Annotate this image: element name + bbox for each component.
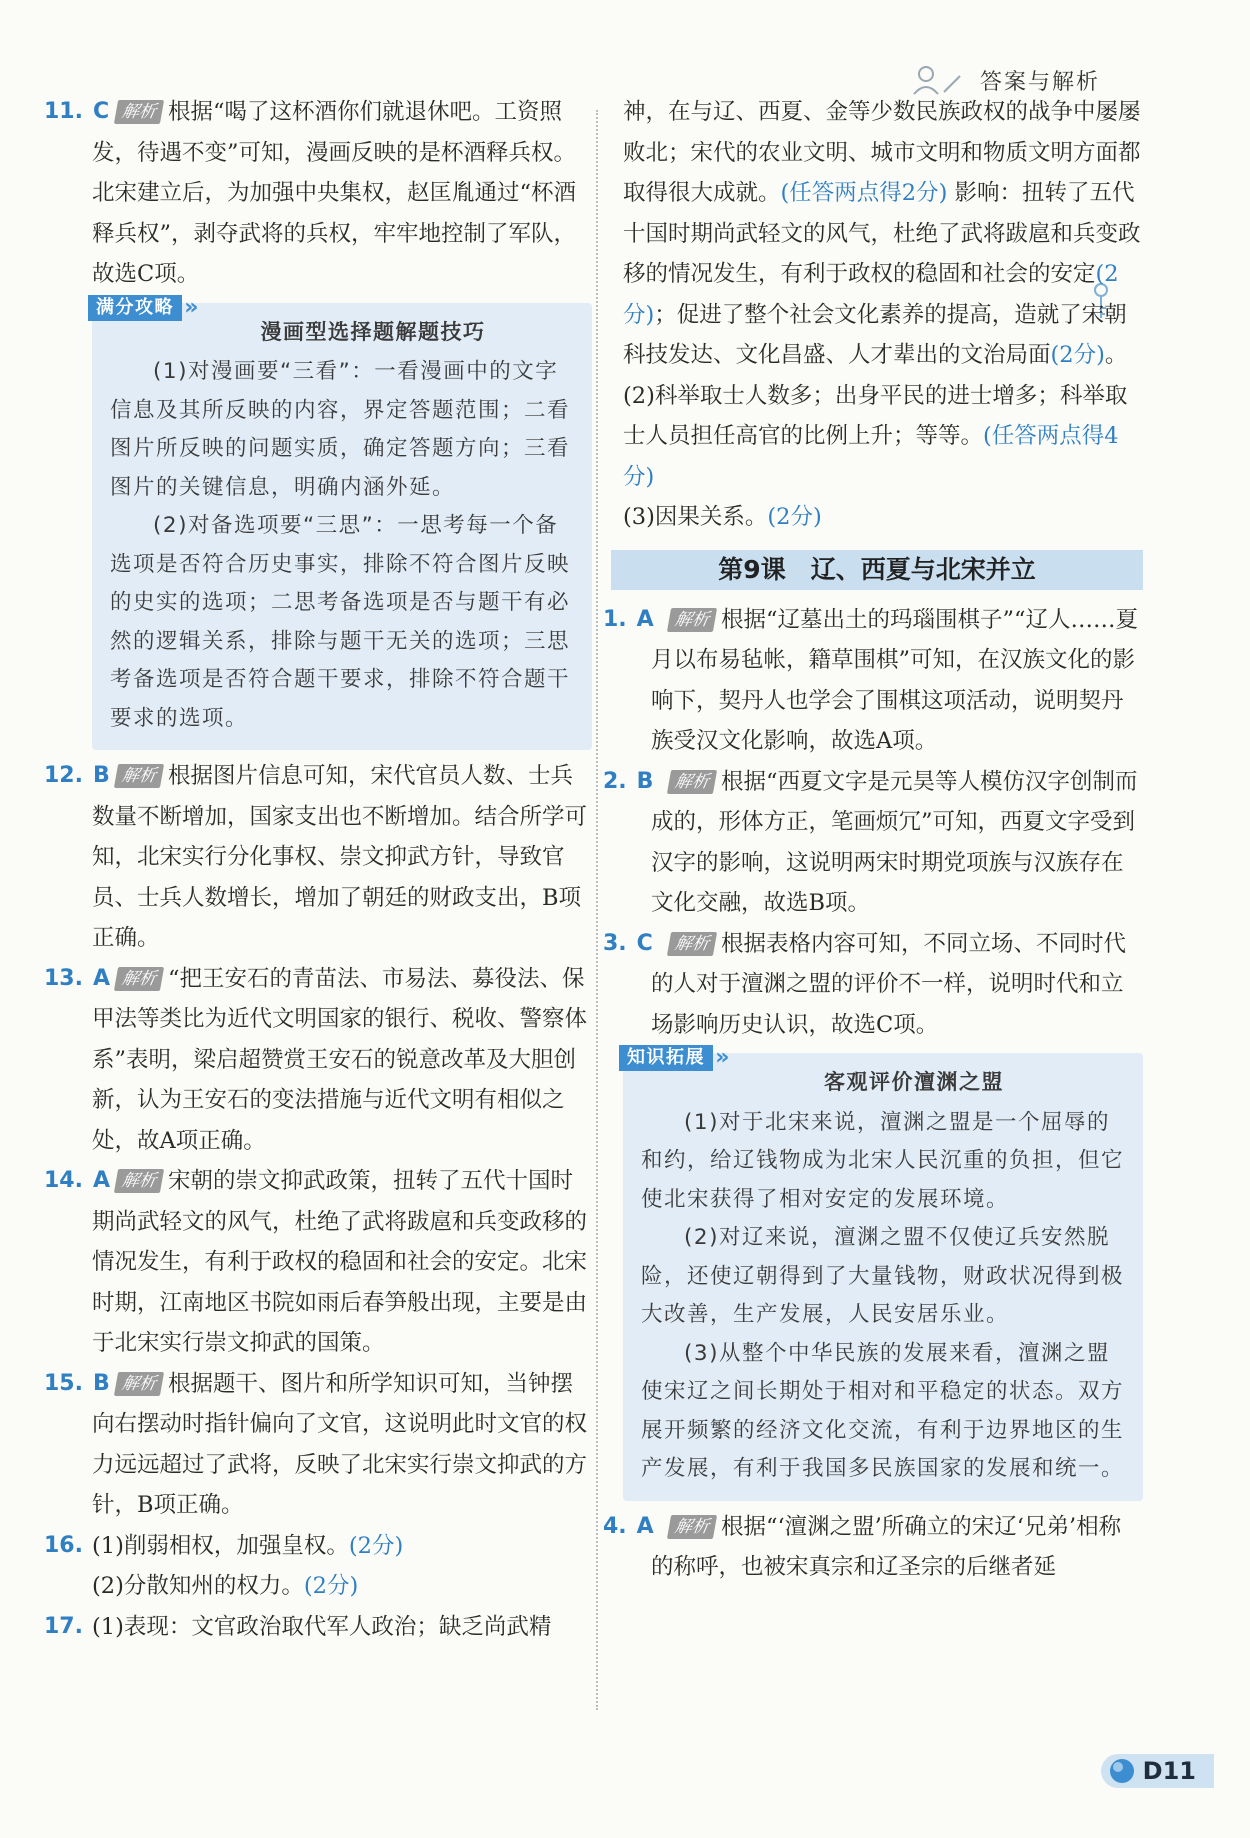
knowledge-title: 客观评价澶渊之盟 (824, 1070, 1004, 1094)
tip-box (92, 296, 592, 751)
knowledge-paragraph: (1)对于北宋来说，澶渊之盟是一个屈辱的和约，给辽钱物成为北宋人民沉重的负担，但它使北宋获得了相对安定的发展环境。 (641, 1109, 1125, 1212)
tip-tag: 满分攻略 » (88, 295, 182, 321)
answer-1 (603, 600, 1143, 762)
tip-paragraph: (1)对漫画要“三看”：一看漫画中的文字信息及其所反映的内容，界定答题范围；二看图片所反映的问题实质，确定答题方向；三看图片的关键信息，明确内涵外延。 (110, 359, 571, 500)
answer-text: 根据图片信息可知，宋代官员人数、士兵数量不断增加，国家支出也不断增加。结合所学可知，北宋实行分化事权、崇文抑武方针，导致官员、士兵人数增长，增加了朝廷的财政支出，B项正确。 (92, 763, 588, 951)
question-number: 17. (44, 1613, 83, 1639)
globe-icon (1107, 1756, 1137, 1786)
question-number: 15. B (44, 1370, 110, 1396)
jiexi-badge: 解析 (667, 932, 717, 956)
jiexi-badge: 解析 (114, 1372, 164, 1396)
question-17-continued: 神，在与辽、西夏、金等少数民族政权的战争中屡屡败北；宋代的农业文明、城市文明和物质文明方面都取得很大成就。(任答两点得2分) 影响：扭转了五代十国时期尚武轻文的风气，杜绝了武将跋扈和兵变政移的情况发生，有利于政权的稳固和社会的安定(2分)；促进了整个社会文化素养的提高，造就了宋朝科技发达、文化昌盛、人才辈出的文治局面(2分)。 (2)科举取士人数多；出身平民的进士增多；科举取士人员担任高官的比例上升；等等。(任答两点得4分) (3)因果关系。(2分) (623, 99, 1141, 530)
question-13 (44, 959, 592, 1162)
question-number: 14. A (44, 1168, 111, 1193)
answer-line: (2)分散知州的权力。(2分) (92, 1573, 359, 1599)
answer-text: “把王安石的青苗法、市易法、募役法、保甲法等类比为近代文明国家的银行、税收、警察体系”表明，梁启超赞赏王安石的锐意改革及大胆创新，认为王安石的变法措施与近代文明有相似之处，故A项正确。 (92, 965, 588, 1154)
jiexi-badge: 解析 (667, 770, 717, 794)
knowledge-paragraph: (3)从整个中华民族的发展来看，澶渊之盟使宋辽之间长期处于相对和平稳定的状态。双方展开频繁的经济文化交流，有利于边界地区的生产发展，有利于我国多民族国家的发展和统一。 (641, 1340, 1125, 1481)
score-note: (2分) (767, 504, 822, 530)
jiexi-badge: 解析 (667, 1515, 717, 1539)
jiexi-badge: 解析 (114, 764, 164, 788)
knowledge-box (623, 1047, 1143, 1501)
page-footer (1101, 1754, 1214, 1788)
question-15 (44, 1364, 592, 1526)
knowledge-tag: 知识拓展 » (619, 1045, 713, 1071)
answer-text: 根据“辽墓出土的玛瑙围棋子”“辽人……夏月以布易毡帐，籍草围棋”可知，在汉族文化的影响下，契丹人也学会了围棋这项活动，说明契丹族受汉文化影响，故选A项。 (651, 606, 1139, 754)
question-12 (44, 756, 592, 959)
answer-line: (1)削弱相权，加强皇权。(2分) (92, 1532, 404, 1559)
question-number: 11. C (44, 99, 110, 124)
column-divider (596, 110, 598, 1710)
tip-paragraph: (2)对备选项要“三思”：一思考每一个备选项是否符合历史事实，排除不符合图片反映的史实的选项；二思考备选项是否与题干有必然的逻辑关系，排除与题干无关的选项；三思考备选项是否符合题干要求，排除不符合题干要求的选项。 (110, 513, 571, 731)
answer-text: 根据表格内容可知，不同立场、不同时代的人对于澶渊之盟的评价不一样，说明时代和立场影响历史认识，故选C项。 (651, 930, 1127, 1038)
answer-text: 根据题干、图片和所学知识可知，当钟摆向右摆动时指针偏向了文官，这说明此时文官的权力远远超过了武将，反映了北宋实行崇文抑武的方针，B项正确。 (92, 1370, 588, 1518)
lesson-heading: 第9课 辽、西夏与北宋并立 (611, 550, 1143, 590)
question-number: 16. (44, 1532, 83, 1558)
jiexi-badge: 解析 (114, 100, 164, 124)
question-11 (44, 92, 592, 295)
answer-line: (1)表现：文官政治取代军人政治；缺乏尚武精 (92, 1613, 552, 1640)
score-note: (2分) (348, 1532, 404, 1559)
score-note: (2分) (1050, 342, 1105, 368)
question-number: 1. A (603, 606, 654, 632)
page-number: D11 (1142, 1757, 1196, 1785)
question-number: 13. A (44, 965, 111, 991)
answer-3 (603, 924, 1143, 1046)
answer-text: 根据“喝了这杯酒你们就退休吧。工资照发，待遇不变”可知，漫画反映的是杯酒释兵权。北宋建立后，为加强中央集权，赵匡胤通过“杯酒释兵权”，剥夺武将的兵权，牢牢地控制了军队，故选C项。 (92, 99, 577, 287)
knowledge-paragraph: (2)对辽来说，澶渊之盟不仅使辽兵安然脱险，还使辽朝得到了大量钱物，财政状况得到极大改善，生产发展，人民安居乐业。 (641, 1225, 1125, 1327)
question-17 (44, 1607, 592, 1648)
answer-text: 根据“西夏文字是元昊等人模仿汉字创制而成的，形体方正，笔画烦冗”可知，西夏文字受到汉字的影响，这说明两宋时期党项族与汉族存在文化交融，故选B项。 (651, 768, 1138, 916)
question-number: 3. C (603, 930, 653, 956)
answer-text: 根据“‘澶渊之盟’所确立的宋辽‘兄弟’相称的称呼，也被宋真宗和辽圣宗的后继者延 (651, 1513, 1122, 1580)
tip-title: 漫画型选择题解题技巧 (260, 319, 486, 344)
header-title: 答案与解析 (979, 69, 1100, 95)
score-note: (2分) (303, 1573, 359, 1599)
question-number: 2. B (603, 768, 654, 794)
question-16 (44, 1526, 592, 1607)
jiexi-badge: 解析 (114, 967, 164, 991)
score-note: (2分) (623, 261, 1119, 328)
question-14 (44, 1161, 592, 1364)
score-note: (任答两点得4分) (623, 423, 1119, 490)
jiexi-badge: 解析 (667, 608, 717, 632)
answer-4 (603, 1507, 1143, 1588)
jiexi-badge: 解析 (114, 1169, 164, 1193)
right-column (603, 92, 1143, 1588)
score-note: (任答两点得2分) (780, 180, 948, 206)
answer-text: 宋朝的崇文抑武政策，扭转了五代十国时期尚武轻文的风气，杜绝了武将跋扈和兵变政移的情况发生，有利于政权的稳固和社会的安定。北宋时期，江南地区书院如雨后春笋般出现，主要是由于北宋实行崇文抑武的国策。 (92, 1168, 588, 1356)
left-column (44, 92, 592, 1647)
question-number: 12. B (44, 763, 110, 788)
question-number: 4. A (603, 1513, 654, 1539)
answer-2 (603, 762, 1143, 924)
